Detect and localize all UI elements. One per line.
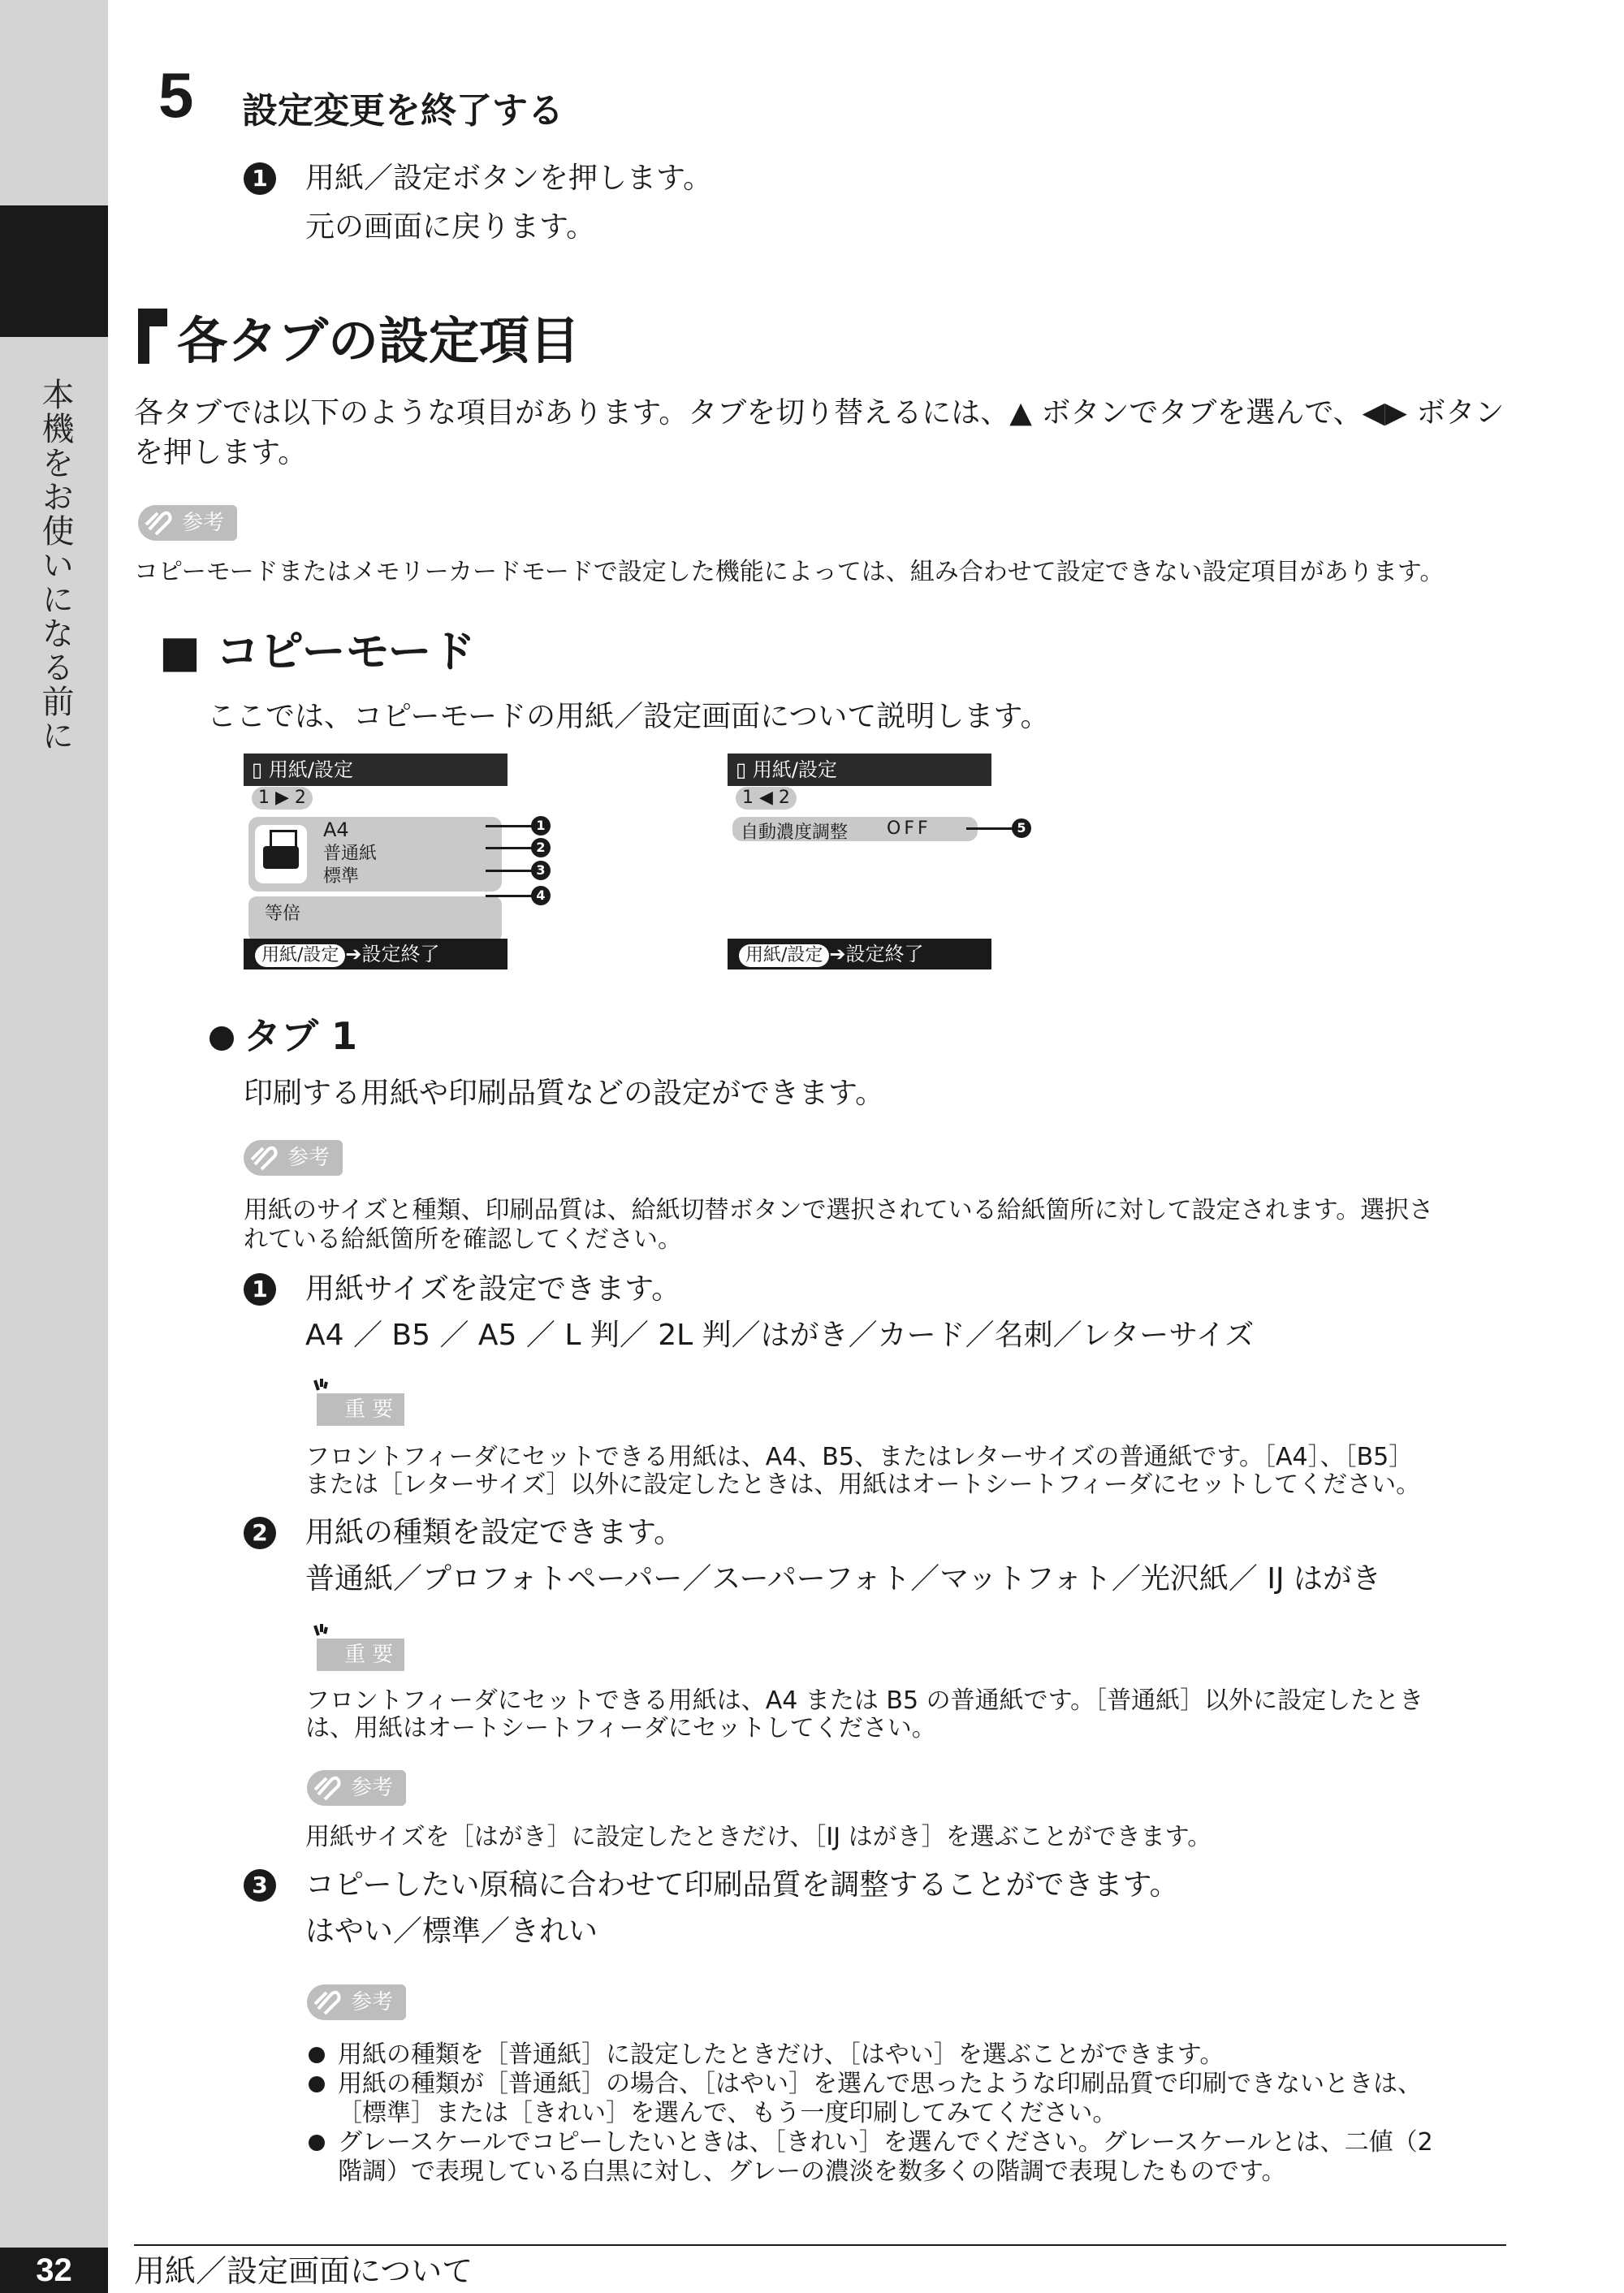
callout-line: [486, 847, 534, 849]
callout-marker: 3: [531, 861, 551, 880]
item-options: はやい／標準／きれい: [305, 1915, 598, 1948]
list-item: 用紙の種類が［普通紙］の場合、［はやい］を選んで思ったような印刷品質で印刷できないときは、: [338, 2070, 1422, 2098]
note-label: 参考: [351, 1990, 394, 2014]
callout-line: [486, 895, 534, 897]
tab1-title: タブ 1: [244, 1014, 358, 1058]
step-number: 5: [158, 59, 194, 131]
note-badge: [307, 1984, 406, 2020]
sidebar: [0, 0, 108, 2293]
copy-mode-desc: ここでは、コピーモードの用紙／設定画面について説明します。: [207, 700, 1050, 733]
step-sub-text: 用紙／設定ボタンを押します。: [305, 162, 713, 195]
section-intro-line1: 各タブでは以下のような項目があります。タブを切り替えるには、▲ ボタンでタブを選んで、◀▶ ボタン: [134, 396, 1505, 430]
list-item: グレースケールでコピーしたいときは、［きれい］を選んでください。グレースケールとは、二値（2: [338, 2128, 1433, 2157]
lcd-settings-group: [248, 817, 502, 892]
lcd-footer: 用紙/設定 ➔設定終了: [728, 939, 991, 969]
item-title: 用紙の種類を設定できます。: [305, 1516, 684, 1549]
note-label: 参考: [351, 1776, 394, 1800]
lcd-screen-tab2: [728, 754, 991, 965]
important-line1: フロントフィーダにセットできる用紙は、A4 または B5 の普通紙です。［普通紙］以外に設定したとき: [305, 1686, 1424, 1715]
item-marker: 1: [244, 1273, 276, 1306]
section-heading-bar-top: [149, 309, 167, 326]
lcd-tab-indicator: 1 ▶ 2: [244, 786, 508, 810]
callout-marker: 2: [531, 838, 551, 857]
list-bullet: [309, 2047, 325, 2063]
important-badge: 重 要: [317, 1393, 404, 1426]
lcd-title: ▯ 用紙/設定: [244, 754, 508, 786]
printer-icon: [255, 825, 307, 883]
item-note-text: 用紙サイズを［はがき］に設定したときだけ、［IJ はがき］を選ぶことができます。: [305, 1823, 1212, 1851]
footer-rule: [134, 2244, 1506, 2246]
sidebar-tab-marker: [0, 205, 108, 337]
lcd-tab-indicator: 1 ◀ 2: [728, 786, 991, 810]
lcd-screen-tab1: [244, 754, 508, 965]
callout-line: [966, 827, 1015, 830]
note-badge: [244, 1140, 343, 1176]
important-line2: は、用紙はオートシートフィーダにセットしてください。: [305, 1714, 936, 1742]
list-item: 用紙の種類を［普通紙］に設定したときだけ、［はやい］を選ぶことができます。: [338, 2040, 1224, 2069]
paperclip-icon: [248, 1143, 279, 1171]
tab1-desc: 印刷する用紙や印刷品質などの設定ができます。: [244, 1077, 885, 1110]
note-label: 参考: [182, 511, 225, 535]
list-item-continuation: 階調）で表現している白黒に対し、グレーの濃淡を数多くの階調で表現したものです。: [338, 2157, 1286, 2186]
lcd-footer: 用紙/設定 ➔設定終了: [244, 939, 508, 969]
item-title: 用紙サイズを設定できます。: [305, 1272, 681, 1306]
step-sub-result: 元の画面に戻ります。: [305, 210, 596, 244]
section-heading-bar: [138, 309, 149, 364]
paperclip-icon: [312, 1773, 343, 1801]
list-bullet: [309, 2076, 325, 2092]
sidebar-chapter-title: 本機をお使いになる前に: [37, 378, 74, 753]
callout-marker: 5: [1012, 818, 1031, 838]
section-title: 各タブの設定項目: [177, 311, 581, 370]
item-title: コピーしたい原稿に合わせて印刷品質を調整することができます。: [305, 1868, 1179, 1902]
tab1-note-line1: 用紙のサイズと種類、印刷品質は、給紙切替ボタンで選択されている給紙箇所に対して設定されます。選択さ: [244, 1196, 1434, 1224]
paperclip-icon: [143, 508, 174, 536]
callout-line: [486, 870, 534, 872]
item-options: A4 ／ B5 ／ A5 ／ L 判／ 2L 判／はがき／カード／名刺／レターサイズ: [305, 1319, 1255, 1352]
lcd-row-auto-density: 自動濃度調整 OFF: [732, 817, 978, 841]
item-options: 普通紙／プロフォトペーパー／スーパーフォト／マットフォト／光沢紙／ IJ はがき: [305, 1562, 1382, 1596]
lcd-row-magnification: 等倍: [248, 896, 502, 942]
list-bullet: [309, 2135, 325, 2151]
lcd-row-quality: 標準: [323, 866, 360, 887]
note-text: コピーモードまたはメモリーカードモードで設定した機能によっては、組み合わせて設定できない設定項目があります。: [134, 558, 1445, 586]
section-intro-line2: を押します。: [134, 436, 308, 469]
lcd-row-size: A4: [323, 818, 349, 841]
lcd-row-type: 普通紙: [323, 844, 378, 864]
important-line2: または［レターサイズ］以外に設定したときは、用紙はオートシートフィーダにセットしてください。: [305, 1470, 1421, 1499]
item-marker: 3: [244, 1869, 276, 1902]
callout-line: [486, 825, 534, 827]
list-item-continuation: ［標準］または［きれい］を選んで、もう一度印刷してみてください。: [338, 2099, 1117, 2127]
step-sub-marker: 1: [244, 162, 276, 195]
lcd-title: ▯ 用紙/設定: [728, 754, 991, 786]
step-heading: 設定変更を終了する: [242, 90, 564, 132]
note-badge: [307, 1770, 406, 1806]
callout-marker: 1: [531, 816, 551, 836]
callout-marker: 4: [531, 886, 551, 905]
page-number: 32: [0, 2248, 108, 2293]
note-label: 参考: [287, 1146, 330, 1170]
paperclip-icon: [312, 1988, 343, 2015]
tab1-note-line2: れている給紙箇所を確認してください。: [244, 1225, 682, 1254]
tab1-bullet: [209, 1026, 234, 1051]
note-badge: [138, 505, 237, 541]
important-badge: 重 要: [317, 1639, 404, 1671]
footer-title: 用紙／設定画面について: [134, 2253, 473, 2289]
copy-mode-title: ■ コピーモード: [159, 626, 476, 677]
important-line1: フロントフィーダにセットできる用紙は、A4、B5、またはレターサイズの普通紙です。［A4］、［B5］: [305, 1443, 1414, 1471]
item-marker: 2: [244, 1517, 276, 1549]
